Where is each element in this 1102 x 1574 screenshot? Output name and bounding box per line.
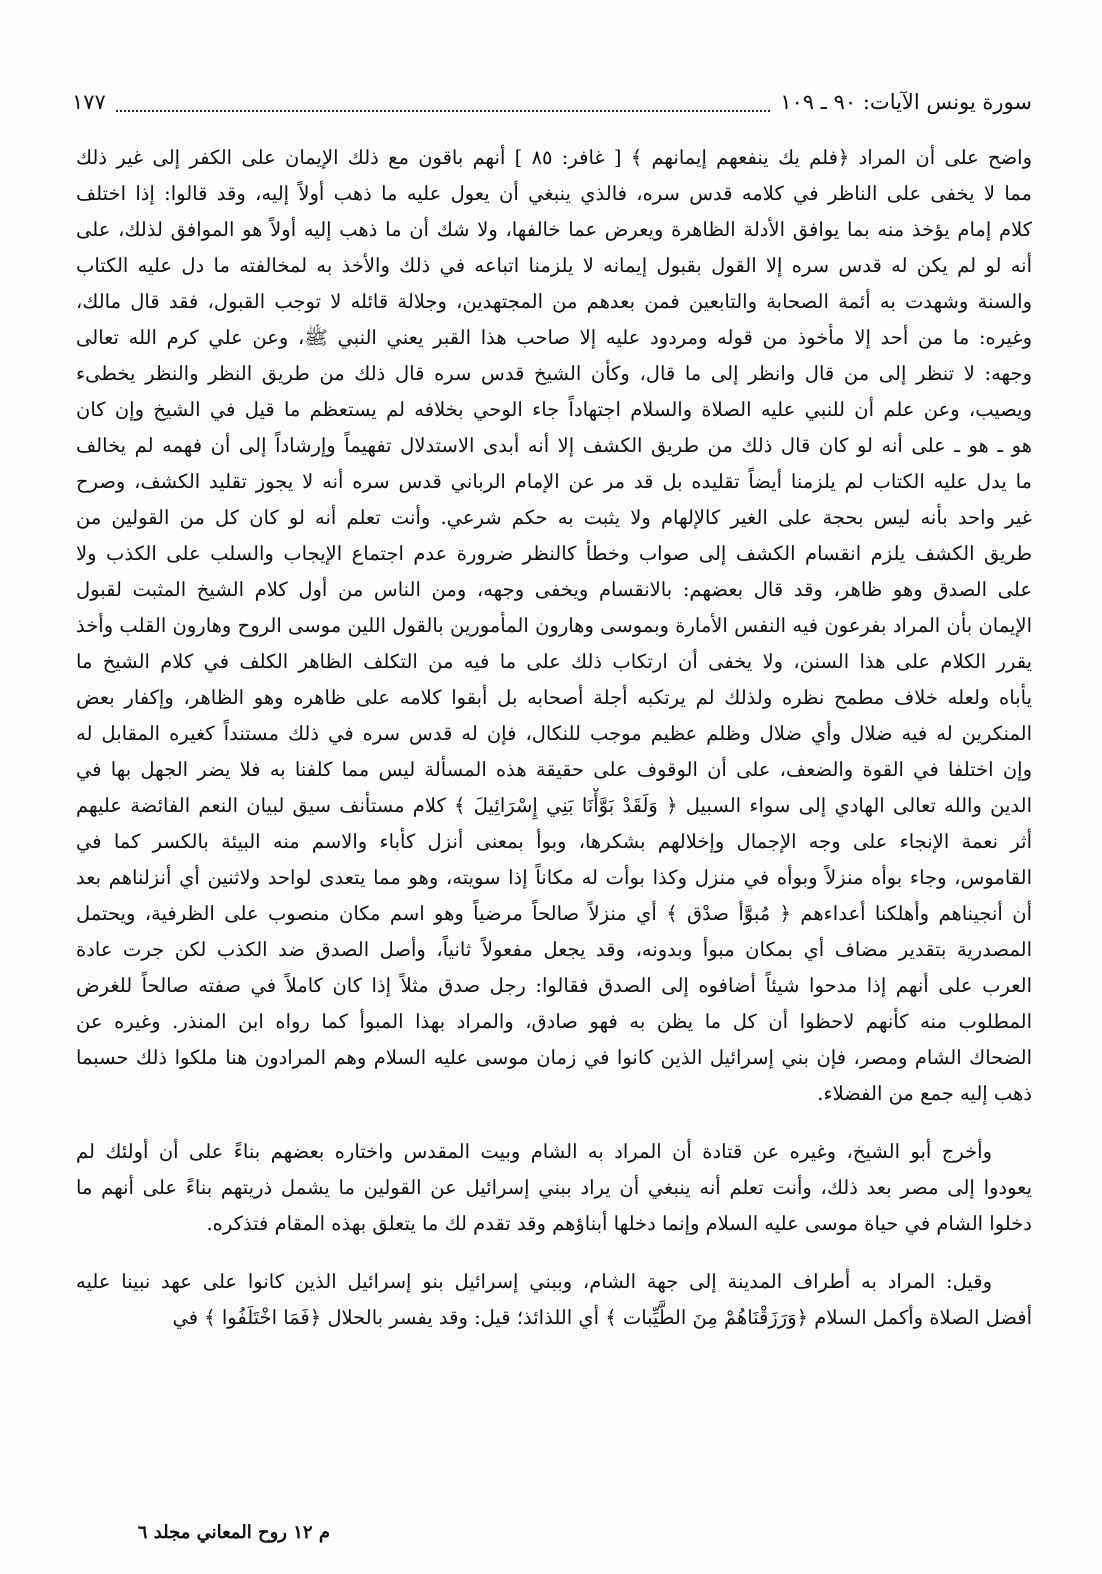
text-line: يقرر الكلام على هذا السنن، ولا يخفى أن ارتكاب ذلك على ما فيه من التكلف الظاهر الكلف في كلام الشيخ ما (76, 650, 1032, 673)
paragraph-1 (76, 140, 1032, 1112)
leader-dots (116, 108, 770, 112)
text-line: واضح على أن المراد ﴿فلم يك ينفعهم إيمانهم ﴾ [ غافر: ٨٥ ] أنهم باقون مع ذلك الإيمان على الكفر إلى غير ذلك (76, 146, 1032, 169)
text-line: وغيره: ما من أحد إلا مأخوذ من قوله ومردود عليه إلا صاحب هذا القبر يعني النبي ﷺ، وعن علي كرم الله تعالى (76, 326, 1032, 349)
text-line: كلام إمام يؤخذ منه بما يوافق الأدلة الظاهرة ويعرض عما خالفها، ولا شك أن ما ذهب إليه أولاً هو الموافق لذلك، على (76, 218, 1032, 241)
text-line: أنه لو لم يكن له قدس سره إلا القول بقبول إيمانه لا يلزمنا اتباعه في ذلك والأخذ به لمخالفته ما دل عليه الكتاب (76, 254, 1032, 277)
text-line: غير واحد بأنه ليس بحجة على الغير كالإلهام ولا يثبت به حكم شرعي. وأنت تعلم أنه لو كان كل من القولين من (76, 506, 1032, 529)
text-line: ويصيب، وعن علم أن للنبي عليه الصلاة والسلام اجتهاداً جاء الوحي بخلافه لم يستعظم ما قيل في الشيخ وإن كان (76, 398, 1032, 421)
text-line: ما يدل عليه الكتاب لم يلزمنا أيضاً تقليده بل قد مر عن الإمام الرباني قدس سره أنه لا يجوز تقليد الكشف، وصرح (76, 470, 1032, 493)
text-line: المطلوب منه كأنهم لاحظوا أن كل ما يظن به فهو صادق، والمراد بهذا المبوأ كما رواه ابن المنذر. وغيره عن (76, 1010, 1032, 1033)
text-line: دخلوا الشام في حياة موسى عليه السلام وإنما دخلها أبناؤهم وقد تقدم لك ما يتعلق بهذه المقام فتذكره. (206, 1212, 1032, 1235)
text-line: الضحاك الشام ومصر، فإن بني إسرائيل الذين كانوا في زمان موسى عليه السلام وهم المرادون هنا ملكوا ذلك حسبما (76, 1046, 1032, 1069)
paragraph-3 (76, 1264, 1032, 1336)
text-line: على الصدق وهو ظاهر، وقد قال بعضهم: بالانقسام ويخفى وجهه، ومن الناس من أول كلام الشيخ المثبت لقبول (76, 578, 1032, 601)
text-line: وجهه: لا تنظر إلى من قال وانظر إلى ما قال، وكأن الشيخ قدس سره قال ذلك من طريق النظر والنظر يخطىء (76, 362, 1032, 385)
text-line: ذهب إليه جمع من الفضلاء. (817, 1082, 1032, 1105)
text-line: العرب على أنهم إذا مدحوا شيئاً أضافوه إلى الصدق فقالوا: رجل صدق مثلاً إذا كان كاملاً في صفته صالحاً للغرض (76, 974, 1032, 997)
text-line: الإيمان بأن المراد بفرعون فيه النفس الأمارة وبموسى وهارون المأمورين بالقول اللين موسى الروح وهارون القلب وأخذ (76, 614, 1032, 637)
text-line: وقيل: المراد به أطراف المدينة إلى جهة الشام، وببني إسرائيل بنو إسرائيل الذين كانوا على عهد نبينا عليه (76, 1270, 992, 1293)
text-line: الدين والله تعالى الهادي إلى سواء السبيل ﴿ وَلَقَدْ بَوَّأْنَا بَنِي إِسْرَائِيلَ ﴾ كلام مستأنف سيق لبيان النعم الفائضة عليهم (76, 794, 1032, 817)
paragraph-2 (76, 1134, 1032, 1242)
footer-signature: م ١٢ روح المعاني مجلد ٦ (137, 1522, 330, 1543)
page-header (72, 82, 1032, 122)
text-line: أثر نعمة الإنجاء على وجه الإجمال وإخلالهم بشكرها، وبوأ بمعنى أنزل كأباء والاسم منه البيئة بالكسر كما في (76, 830, 1032, 853)
text-line: وأخرج أبو الشيخ، وغيره عن قتادة أن المراد به الشام وبيت المقدس واختاره بعضهم بناءً على أن أولئك لم (76, 1140, 992, 1163)
text-line: هو ـ هو ـ على أنه لو كان قال ذلك من طريق الكشف إلا أنه أبدى الاستدلال تفهيماً وإرشاداً إلى أن فهمه لم يخالف (76, 434, 1032, 457)
text-line: أفضل الصلاة وأكمل السلام ﴿وَرَزَقْنَاهُمْ مِنَ الطَّيِّبات ﴾ أي اللذائذ؛ قيل: وقد يفسر بالحلال ﴿فَمَا اخْتَلَفُوا ﴾ في (172, 1306, 1032, 1329)
text-line: أن أنجيناهم وأهلكنا أعداءهم ﴿ مُبوَّأ صدْق ﴾ أي منزلاً صالحاً مرضياً وهو اسم مكان منصوب على الظرفية، ويحتمل (76, 902, 1032, 925)
text-line: طريق الكشف يلزم انقسام الكشف إلى صواب وخطأ كالنظر ضرورة عدم اجتماع الإيجاب والسلب على الكذب ولا (76, 542, 1032, 565)
text-line: القاموس، وجاء بوأه منزلاً وبوأه في منزل وكذا بوأت له مكاناً إذا سويته، وهو مما يتعدى لواحد ولاثنين أي أنزلناهم بعد (76, 866, 1032, 889)
text-line: وإن اختلفا في القوة والضعف، على أن الوقوف على حقيقة هذه المسألة ليس مما كلفنا به فلا يضر الجهل بها في (76, 758, 1032, 781)
main-text (76, 140, 1032, 1336)
text-line: والسنة وشهدت به أئمة الصحابة والتابعين فمن بعدهم من المجتهدين، وجلالة قائله لا توجب القبول، فقد قال مالك، (76, 290, 1032, 313)
text-line: المصدرية بتقدير مضاف أي بمكان مبوأ وبدونه، وقد يجعل مفعولاً ثانياً، وأصل الصدق ضد الكذب لكن جرت عادة (76, 938, 1032, 961)
running-title: سورة يونس الآيات: ٩٠ ـ ١٠٩ (780, 89, 1032, 114)
page-number: ١٧٧ (72, 89, 106, 114)
text-line: المنكرين له فيه ضلال وأي ضلال وظلم عظيم موجب للنكال، فإن له قدس سره في ذلك مستنداً كغيره المقابل له (76, 722, 1032, 745)
text-line: يعودوا إلى مصر بعد ذلك، وأنت تعلم أنه ينبغي أن يراد ببني إسرائيل عن القولين ما يشمل ذريتهم بناءً على أنهم ما (76, 1176, 1032, 1199)
text-line: مما لا يخفى على الناظر في كلامه قدس سره، فالذي ينبغي أن يعول عليه ما ذهب أولاً إليه، وقد قالوا: إذا اختلف (76, 182, 1032, 205)
text-line: يأباه ولعله خلاف مطمح نظره ولذلك لم يرتكبه أجلة أصحابه بل أبقوا كلامه على ظاهره وهو الظاهر، وإكفار بعض (76, 686, 1032, 709)
